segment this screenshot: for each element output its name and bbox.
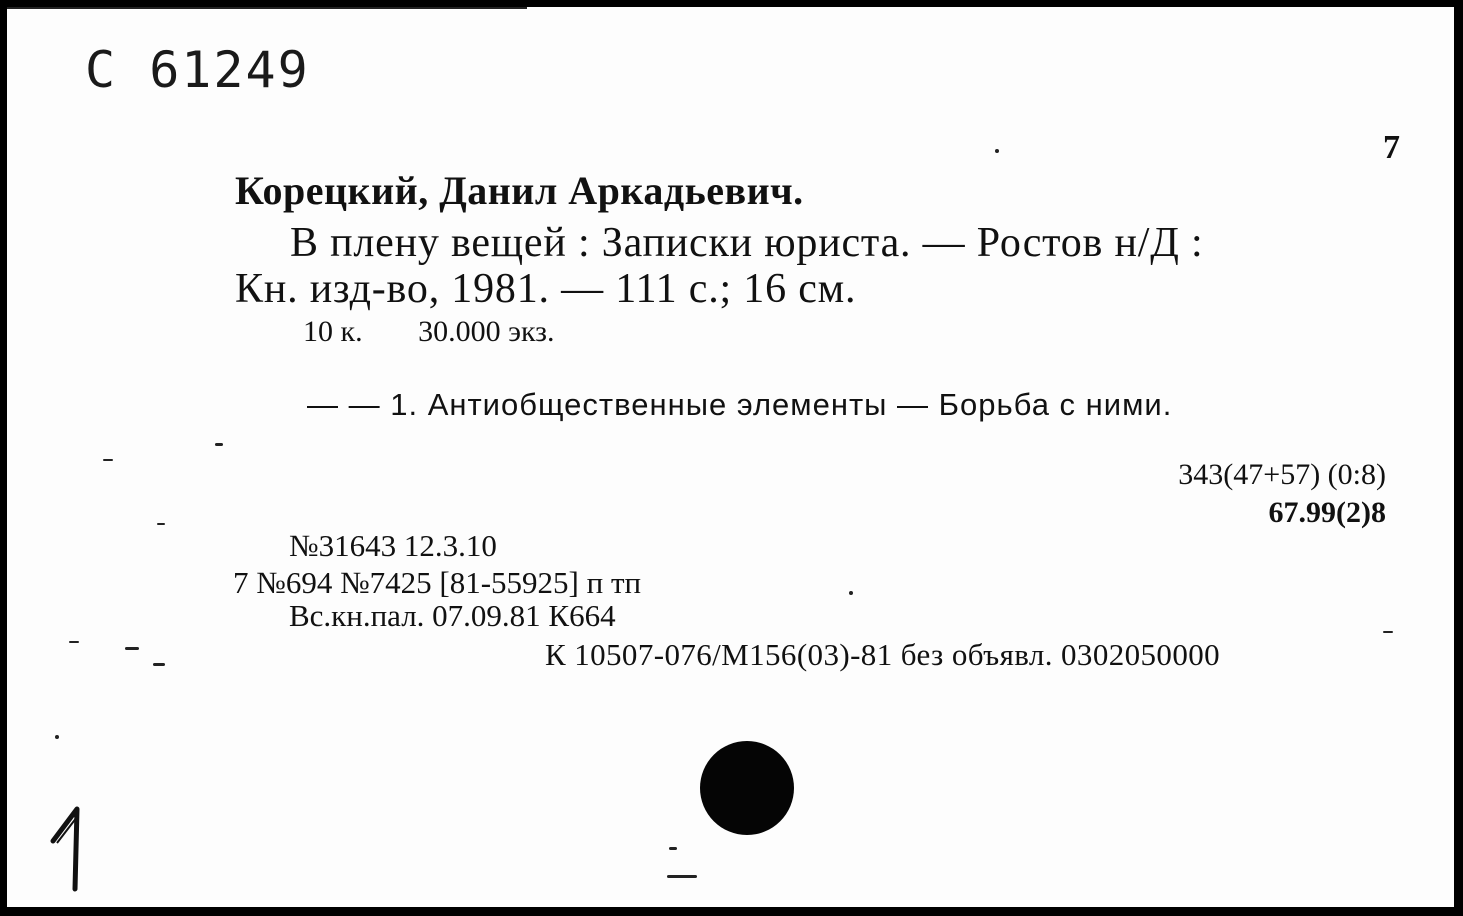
scan-speck [667, 875, 697, 878]
scan-speck [995, 149, 999, 153]
title-statement-line-2: Кн. изд-во, 1981. — 111 с.; 16 см. [235, 266, 857, 312]
scan-speck [215, 443, 223, 446]
call-number: С 61249 [85, 41, 310, 99]
scan-speck [55, 735, 59, 739]
scan-speck [153, 663, 165, 666]
udc-index: 343(47+57) (0:8) [1178, 458, 1386, 491]
registration-line-4: К 10507-076/М156(03)-81 без объявл. 0302050000 [545, 637, 1221, 672]
scan-speck [157, 523, 165, 525]
scan-speck [1383, 631, 1393, 633]
author-heading: Корецкий, Данил Аркадьевич. [235, 168, 804, 213]
card-number: 7 [1383, 129, 1400, 166]
registration-line-2: 7 №694 №7425 [81-55925] п тп [233, 565, 642, 600]
price-and-run [303, 315, 554, 349]
print-run: 30.000 экз. [418, 315, 555, 348]
price: 10 к. [303, 315, 363, 348]
scan-speck [125, 647, 139, 650]
scan-speck [669, 847, 677, 850]
bbk-index: 67.99(2)8 [1268, 496, 1386, 529]
registration-line-1: №31643 12.3.10 [289, 528, 497, 563]
registration-line-3: Вс.кн.пал. 07.09.81 К664 [289, 598, 616, 633]
catalog-card [4, 4, 1457, 910]
top-scan-line [7, 7, 527, 9]
scan-speck [69, 641, 79, 643]
scan-speck [103, 459, 113, 461]
title-statement-line-1: В плену вещей : Записки юриста. — Ростов н/Д : [290, 220, 1204, 266]
handwritten-mark-icon [47, 803, 97, 893]
scan-speck [849, 591, 853, 595]
subject-heading: — — 1. Антиобщественные элементы — Борьба с ними. [307, 387, 1173, 422]
punch-hole [700, 741, 794, 835]
